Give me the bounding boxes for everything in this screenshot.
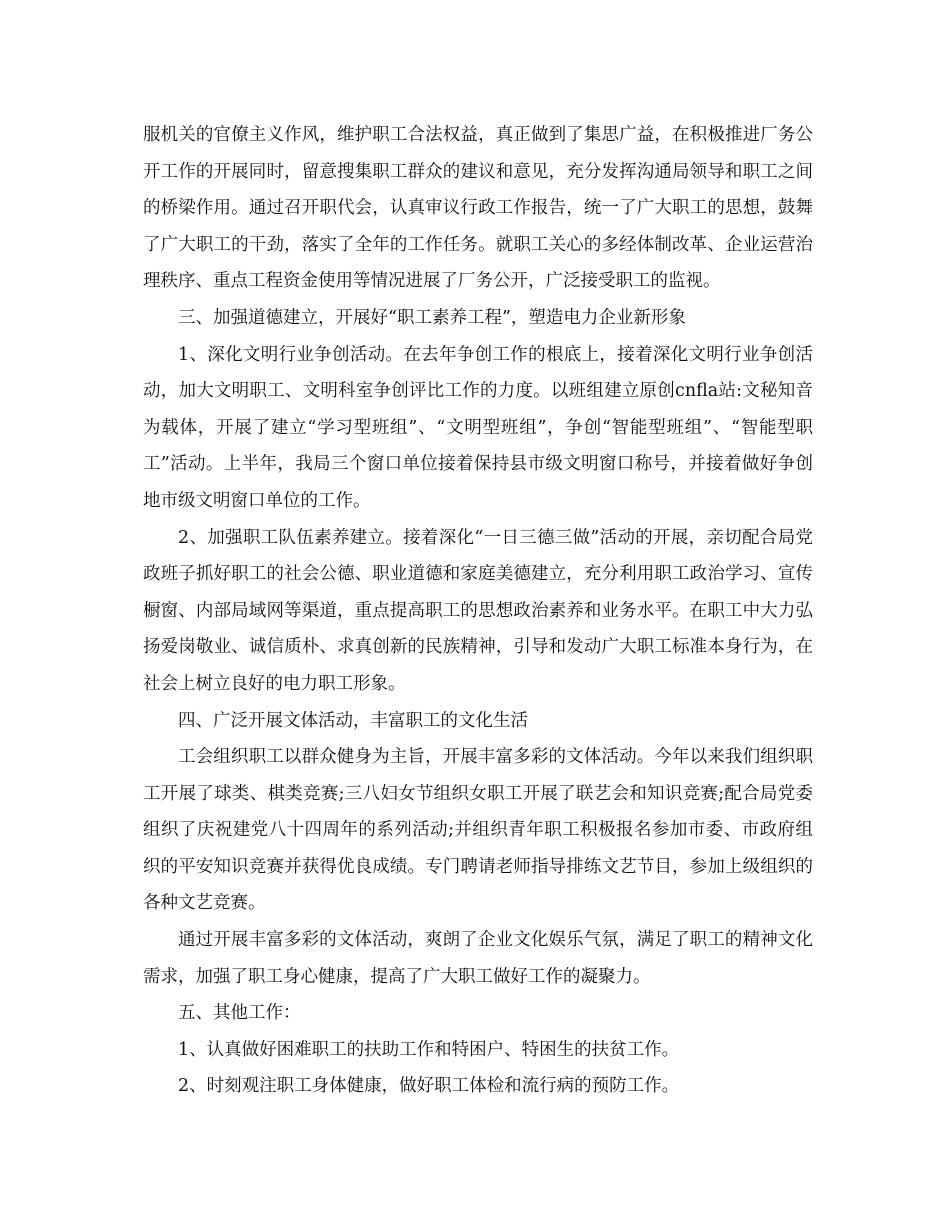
paragraph-continuation: 服机关的官僚主义作风，维护职工合法权益，真正做到了集思广益，在积极推进厂务公开工作的开展同时，留意搜集职工群众的建议和意见，充分发挥沟通局领导和职工之间的桥梁作用。通过召开职代会，认真审议行政工作报告，统一了广大职工的思想，鼓舞了广大职工的干劲，落实了全年的工作任务。就职工关心的多经体制改革、企业运营治理秩序、重点工程资金使用等情况进展了厂务公开，广泛接受职工的监视。 xyxy=(143,125,813,292)
paragraph-activities-result: 通过开展丰富多彩的文体活动，爽朗了企业文化娱乐气氛，满足了职工的精神文化需求，加强了职工身心健康，提高了广大职工做好工作的凝聚力。 xyxy=(143,930,813,987)
paragraph-cultural-activities: 工会组织职工以群众健身为主旨，开展丰富多彩的文体活动。今年以来我们组织职工开展了球类、棋类竞赛;三八妇女节组织女职工开展了联艺会和知识竞赛;配合局党委组织了庆祝建党八十四周年的系列活动;并组织青年职工积极报名参加市委、市政府组织的平安知识竞赛并获得优良成绩。专门聘请老师指导排练文艺节目，参加上级组织的各种文艺竞赛。 xyxy=(143,747,813,914)
document-body xyxy=(143,117,813,1105)
section-heading-5: 五、其他工作： xyxy=(178,1003,301,1024)
paragraph-civilization-campaign: 1、深化文明行业争创活动。在去年争创工作的根底上，接着深化文明行业争创活动，加大文明职工、文明科室争创评比工作的力度。以班组建立原创cnfla站:文秘知音为载体，开展了建立“学习型班组”、“文明型班组”，争创“智能型班组”、“智能型职工”活动。上半年，我局三个窗口单位接着保持县市级文明窗口称号，并接着做好争创地市级文明窗口单位的工作。 xyxy=(143,344,813,511)
section-heading-3: 三、加强道德建立，开展好“职工素养工程”，塑造电力企业新形象 xyxy=(178,307,686,328)
paragraph-staff-quality: 2、加强职工队伍素养建立。接着深化“一日三德三做”活动的开展，亲切配合局党政班子抓好职工的社会公德、职业道德和家庭美德建立，充分利用职工政治学习、宣传橱窗、内部局域网等渠道，重点提高职工的思想政治素养和业务水平。在职工中大力弘扬爱岗敬业、诚信质朴、求真创新的民族精神，引导和发动广大职工标准本身行为，在社会上树立良好的电力职工形象。 xyxy=(143,527,813,694)
list-item-2: 2、时刻观注职工身体健康，做好职工体检和流行病的预防工作。 xyxy=(178,1076,680,1097)
list-item-1: 1、认真做好困难职工的扶助工作和特困户、特困生的扶贫工作。 xyxy=(178,1039,680,1060)
section-heading-4: 四、广泛开展文体活动，丰富职工的文化生活 xyxy=(178,710,528,731)
